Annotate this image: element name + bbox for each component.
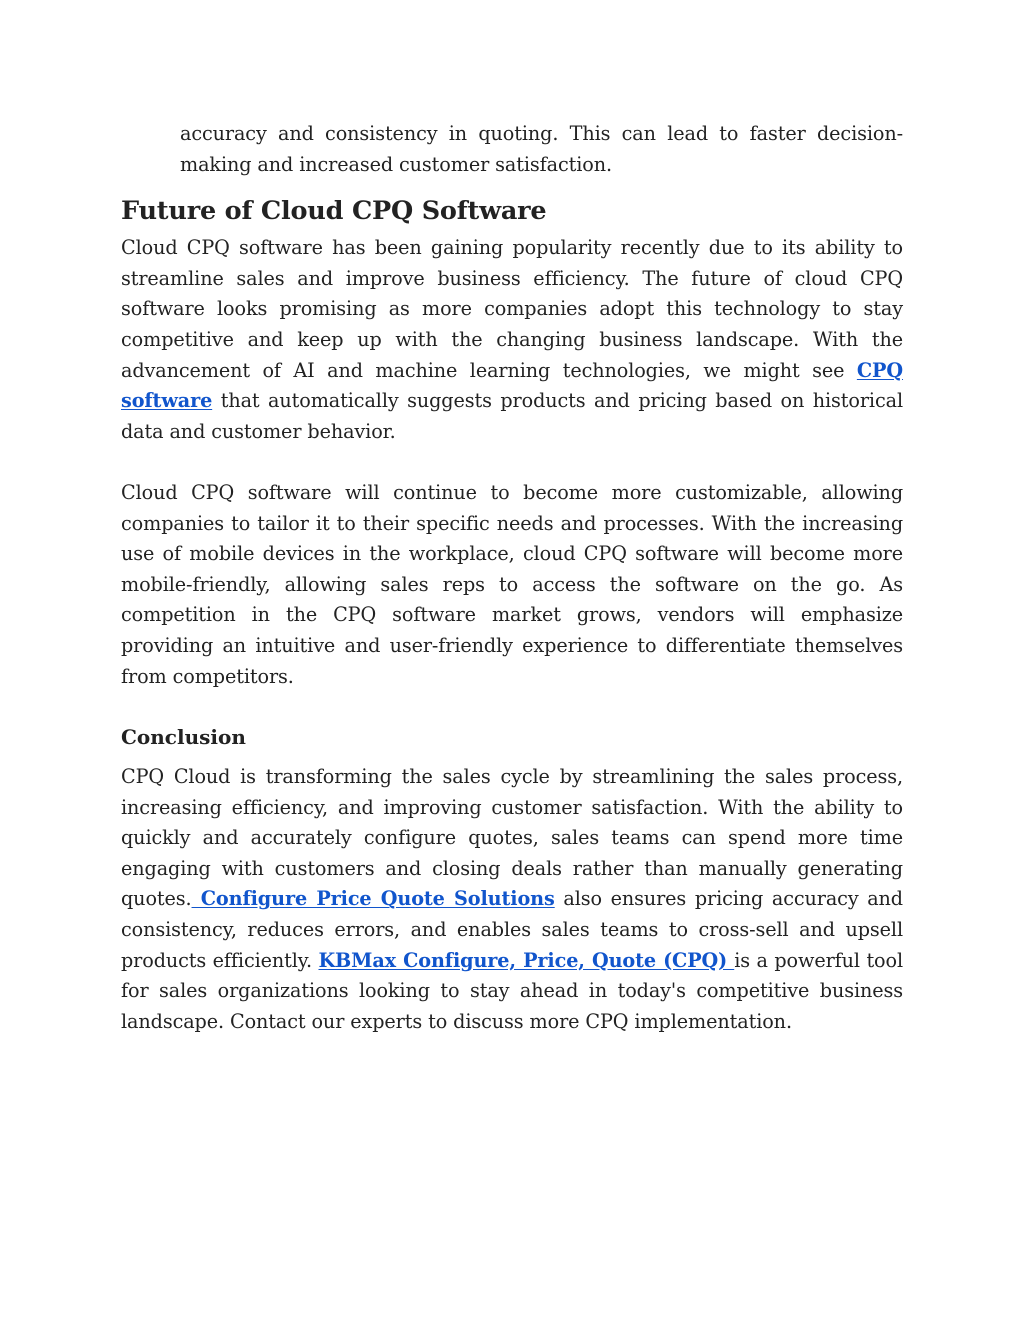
future-p2-text: Cloud CPQ software will continue to become more customizable, allowing companies to tailor it to their specific needs and processes. With the increasing use of mobile devices in the workplace, cloud CPQ software will become more mobile-friendly, allowing sales reps to access the software on the go. As competition in the CPQ software market grows, vendors will emphasize providing an intuitive and user-friendly experience to differentiate themselves from competitors. — [121, 480, 903, 688]
future-paragraph-1 — [121, 233, 903, 447]
intro-text: accuracy and consistency in quoting. This can lead to faster decision-making and increased customer satisfaction. — [180, 122, 903, 176]
conclusion-text-1: CPQ Cloud is transforming the sales cycle by streamlining the sales process, increasing efficiency, and improving customer satisfaction. With the ability to quickly and accurately configure quotes, sales teams can spend more time engaging with customers and closing deals rather than manually generating quotes. — [121, 765, 903, 911]
conclusion-heading: Conclusion — [121, 725, 246, 750]
future-heading: Future of Cloud CPQ Software — [121, 196, 547, 227]
intro-paragraph — [180, 119, 903, 180]
future-p1-text-before: Cloud CPQ software has been gaining popularity recently due to its ability to streamline sales and improve business efficiency. The future of cloud CPQ software looks promising as more companies adopt this technology to stay competitive and keep up with the changing business landscape. With the advancement of AI and machine learning technologies, we might see — [121, 236, 903, 382]
conclusion-paragraph — [121, 762, 903, 1037]
conclusion-text-2: also ensures pricing accuracy and consistency, reduces errors, and enables sales teams to cross-sell and upsell products efficiently. — [121, 887, 903, 972]
kbmax-cpq-link[interactable]: KBMax Configure, Price, Quote (CPQ) — [318, 948, 735, 972]
conclusion-text-3: is a powerful tool for sales organizations looking to stay ahead in today's competitive business landscape. Contact our experts to discuss more CPQ implementation. — [121, 948, 903, 1033]
cpq-software-link[interactable]: CPQ software — [121, 358, 903, 413]
future-p1-text-after: that automatically suggests products and pricing based on historical data and customer behavior. — [121, 389, 903, 443]
document-content — [121, 119, 903, 1037]
configure-price-quote-solutions-link[interactable]: Configure Price Quote Solutions — [191, 887, 555, 911]
future-paragraph-2 — [121, 478, 903, 692]
